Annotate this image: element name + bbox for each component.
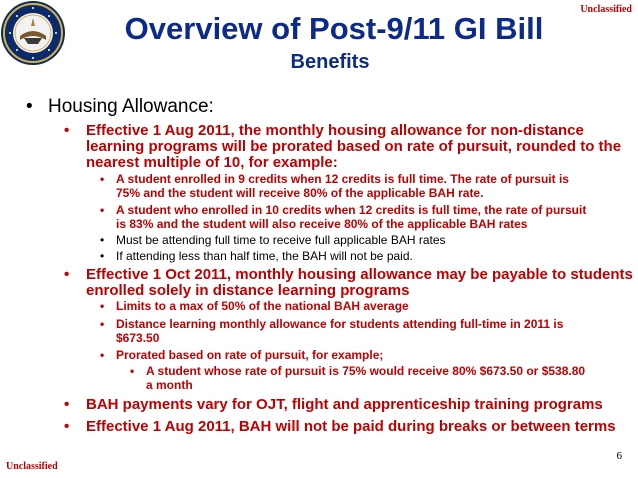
bullet-dot: •	[64, 396, 70, 413]
bullet-text: learning programs will be prorated based on rate of pursuit, rounded to the	[86, 138, 622, 155]
bullet-text: If attending less than half time, the BAH will not be paid.	[116, 249, 413, 263]
navy-seal-logo	[0, 0, 66, 66]
bullet-dot: •	[64, 418, 70, 435]
bullet-text: Prorated based on rate of pursuit, for example;	[116, 348, 384, 362]
bullet-text: 75% and the student will receive 80% of the applicable BAH rate.	[116, 186, 484, 200]
bullet-text: Must be attending full time to receive full applicable BAH rates	[116, 233, 446, 247]
bullet-text: A student enrolled in 9 credits when 12 credits is full time. The rate of pursuit is	[116, 172, 569, 186]
bullet-dot: •	[100, 299, 105, 313]
bullet-dot: •	[100, 317, 105, 331]
bullet-text: BAH payments vary for OJT, flight and apprenticeship training programs	[86, 396, 603, 413]
bullet-dot: •	[100, 172, 105, 186]
bullet-dot: •	[100, 233, 105, 247]
page-title: Overview of Post-9/11 GI Bill	[124, 11, 544, 46]
classification-bottom: Unclassified	[6, 461, 58, 472]
bullet-text: $673.50	[116, 331, 160, 345]
classification-top: Unclassified	[580, 4, 632, 15]
bullet-dot: •	[100, 249, 105, 263]
bullet-text: a month	[146, 378, 193, 392]
bullet-text: Limits to a max of 50% of the national BAH average	[116, 299, 409, 313]
page-number: 6	[616, 450, 622, 462]
bullet-text: A student who enrolled in 10 credits when 12 credits is full time, the rate of pursuit	[116, 203, 587, 217]
bullet-text: Distance learning monthly allowance for students attending full-time in 2011 is	[116, 317, 564, 331]
page-subtitle: Benefits	[290, 51, 370, 73]
bullet-text: enrolled solely in distance learning programs	[86, 282, 410, 299]
bullet-text: Effective 1 Aug 2011, BAH will not be paid during breaks or between terms	[86, 418, 616, 435]
bullet-dot: •	[64, 266, 70, 283]
bullet-dot: •	[26, 96, 33, 117]
bullet-dot: •	[130, 364, 135, 378]
bullet-text: A student whose rate of pursuit is 75% would receive 80% $673.50 or $538.80	[146, 364, 586, 378]
bullet-housing-allowance: Housing Allowance:	[48, 96, 214, 117]
bullet-text: Effective 1 Aug 2011, the monthly housing allowance for non-distance	[86, 122, 584, 139]
bullet-text: nearest multiple of 10, for example:	[86, 154, 338, 171]
bullet-text: Effective 1 Oct 2011, monthly housing allowance may be payable to students	[86, 266, 633, 283]
bullet-dot: •	[64, 122, 70, 139]
bullet-dot: •	[100, 203, 105, 217]
bullet-text: is 83% and the student will also receive 80% of the applicable BAH rates	[116, 217, 528, 231]
bullet-dot: •	[100, 348, 105, 362]
